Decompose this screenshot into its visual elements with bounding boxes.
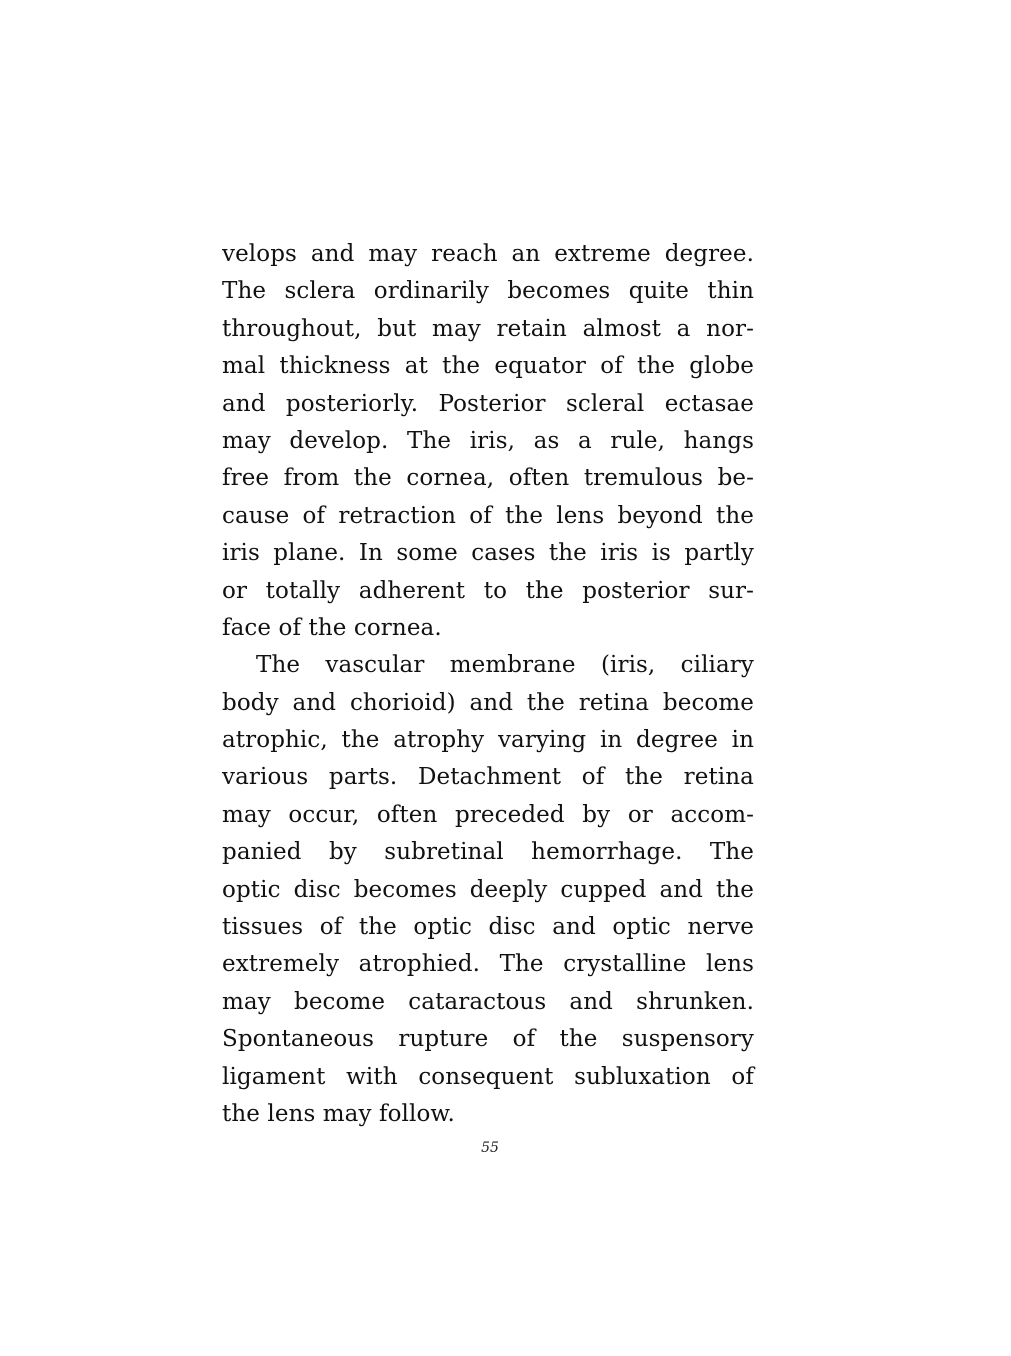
text-line: mal thickness at the equator of the globe: [222, 353, 754, 380]
text-line: free from the cornea, often tremulous be-: [222, 465, 754, 492]
text-line: ligament with consequent subluxation of: [222, 1063, 754, 1090]
text-line: and posteriorly. Posterior scleral ectasae: [222, 390, 754, 417]
text-line: velops and may reach an extreme degree.: [222, 241, 754, 267]
text-line: the lens may follow.: [222, 1100, 455, 1127]
paragraph-1: [222, 236, 754, 647]
text-line: iris plane. In some cases the iris is partly: [222, 540, 754, 567]
text-line: panied by subretinal hemorrhage. The: [222, 839, 754, 866]
text-line: atrophic, the atrophy varying in degree in: [222, 727, 754, 754]
text-line: may develop. The iris, as a rule, hangs: [222, 427, 754, 454]
text-line: extremely atrophied. The crystalline lens: [222, 951, 754, 978]
text-line: The vascular membrane (iris, ciliary: [256, 652, 754, 679]
text-line: various parts. Detachment of the retina: [222, 764, 754, 791]
page-number: 55: [481, 1140, 499, 1156]
text-line: face of the cornea.: [222, 614, 442, 641]
text-line: may occur, often preceded by or accom-: [222, 801, 754, 828]
text-line: throughout, but may retain almost a nor-: [222, 315, 754, 342]
text-line: tissues of the optic disc and optic nerve: [222, 914, 754, 941]
paragraph-2: [222, 647, 754, 1133]
text-line: optic disc becomes deeply cupped and the: [222, 876, 754, 903]
text-line: The sclera ordinarily becomes quite thin: [222, 278, 754, 305]
text-line: body and chorioid) and the retina become: [222, 689, 754, 716]
body-text: [222, 236, 754, 1133]
text-line: may become cataractous and shrunken.: [222, 988, 754, 1015]
text-line: Spontaneous rupture of the suspensory: [222, 1026, 754, 1053]
text-line: cause of retraction of the lens beyond the: [222, 502, 754, 529]
text-line: or totally adherent to the posterior sur-: [222, 577, 754, 604]
